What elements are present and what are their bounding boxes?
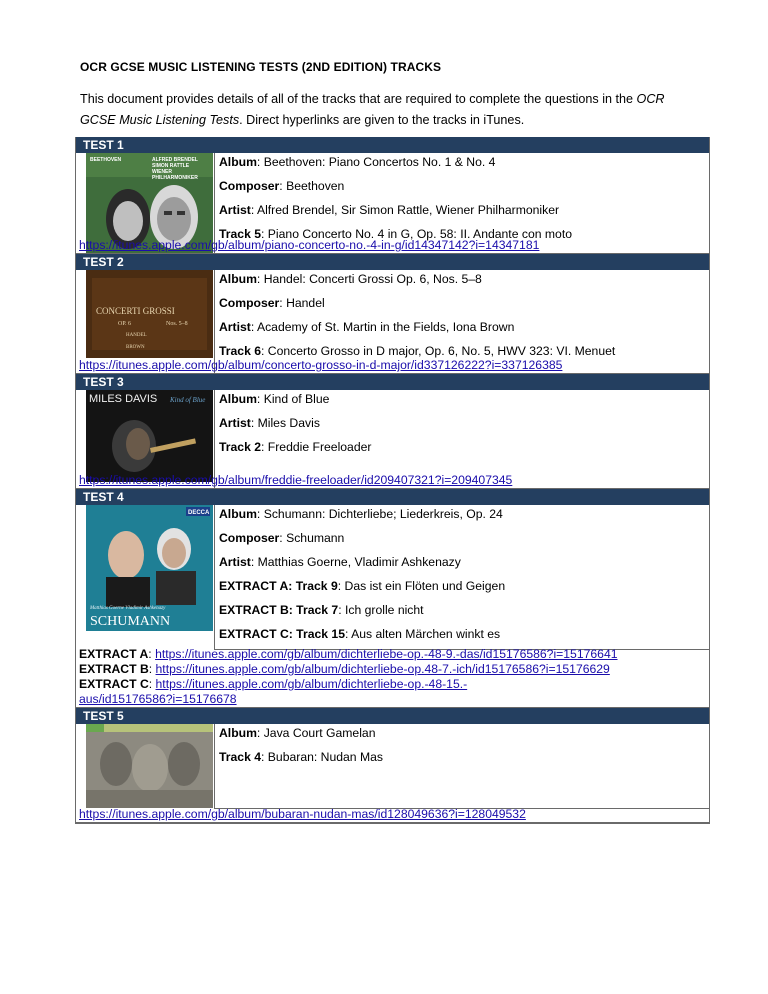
artist-line: Artist: Academy of St. Martin in the Fields, Iona Brown	[219, 320, 515, 334]
track-value: Bubaran: Nudan Mas	[267, 750, 383, 764]
track-line: Track 6: Concerto Grosso in D major, Op. 6, No. 5, HWV 323: VI. Menuet	[219, 344, 616, 358]
album-value: Schumann: Dichterliebe; Liederkreis, Op. 24	[263, 507, 503, 521]
album-value: Beethoven: Piano Concertos No. 1 & No. 4	[263, 155, 496, 169]
itunes-link[interactable]: https://itunes.apple.com/gb/album/freddie-freeloader/id209407321?i=209407345	[79, 473, 513, 487]
extract-b-line: EXTRACT B: Track 7: Ich grolle nicht	[219, 603, 424, 617]
album-value: Java Court Gamelan	[263, 726, 376, 740]
itunes-link-extract-b[interactable]: https://itunes.apple.com/gb/album/dichterliebe-op.48-7.-ich/id15176586?i=15176629	[155, 662, 610, 676]
track-value: Freddie Freeloader	[267, 440, 372, 454]
album-cover-gamelan	[86, 724, 213, 808]
composer-value: Schumann	[286, 531, 345, 545]
cover-text: BEETHOVEN	[90, 157, 122, 163]
test-1-section	[76, 137, 709, 254]
document-title: OCR GCSE MUSIC LISTENING TESTS (2ND EDITION) TRACKS	[80, 60, 442, 74]
extract-c-line: EXTRACT C: Track 15: Aus alten Märchen winkt es	[219, 627, 501, 641]
intro-book-title: OCR GCSE Music Listening Tests	[80, 92, 665, 127]
track-line: Track 2: Freddie Freeloader	[219, 440, 372, 454]
track-value: Aus alten Märchen winkt es	[351, 627, 501, 641]
album-value: Kind of Blue	[263, 392, 330, 406]
composer-value: Beethoven	[286, 179, 345, 193]
artist-value: Academy of St. Martin in the Fields, Iona Brown	[256, 320, 515, 334]
album-cover-kind-of-blue	[86, 390, 213, 482]
cover-text: BROWN	[126, 345, 145, 350]
album-line: Album: Kind of Blue	[219, 392, 330, 406]
test-1-header: TEST 1	[76, 137, 709, 153]
test-3-header: TEST 3	[76, 374, 709, 390]
itunes-link[interactable]: https://itunes.apple.com/gb/album/piano-concerto-no.-4-in-g/id14347142?i=14347181	[79, 238, 540, 252]
test-2-header: TEST 2	[76, 254, 709, 270]
itunes-link[interactable]: https://itunes.apple.com/gb/album/concerto-grosso-in-d-major/id337126222?i=337126385	[79, 358, 563, 372]
test-5-links	[76, 807, 709, 822]
test-3-links	[76, 473, 709, 488]
artist-value: Miles Davis	[257, 416, 320, 430]
test-2-section	[76, 254, 709, 374]
track-line: Track 5: Piano Concerto No. 4 in G, Op. 58: II. Andante con moto	[219, 227, 572, 241]
test-2-links	[76, 358, 709, 373]
extract-a-line: EXTRACT A: Track 9: Das ist ein Flöten und Geigen	[219, 579, 506, 593]
composer-line: Composer: Beethoven	[219, 179, 345, 193]
artist-value: Alfred Brendel, Sir Simon Rattle, Wiener Philharmoniker	[256, 203, 560, 217]
cover-text: Nos. 5–8	[166, 321, 188, 327]
cover-text: Matthias Goerne Vladimir Ashkenazy	[90, 606, 166, 611]
track-value: Das ist ein Flöten und Geigen	[344, 579, 506, 593]
test-4-links: EXTRACT A: https://itunes.apple.com/gb/album/dichterliebe-op.-48-9.-das/id15176586?i=15176641 EXTRACT B: https://itunes.apple.com/gb/album/dichterliebe-op.48-7.-ich/id15176586?i=15176629 EXTRACT C: https://itunes.apple.com/gb/album/dichterliebe-op.-48-15.- aus/id15176586?i=15176678	[79, 647, 618, 706]
cover-text: CONCERTI GROSSI	[96, 306, 175, 316]
test-4-header: TEST 4	[76, 489, 709, 505]
album-cover-handel	[86, 270, 213, 358]
artist-value: Matthias Goerne, Vladimir Ashkenazy	[257, 555, 461, 569]
album-line: Album: Beethoven: Piano Concertos No. 1 & No. 4	[219, 155, 496, 169]
composer-line: Composer: Schumann	[219, 531, 345, 545]
itunes-link-extract-a[interactable]: https://itunes.apple.com/gb/album/dichterliebe-op.-48-9.-das/id15176586?i=15176641	[155, 647, 618, 661]
album-cover-schumann	[86, 505, 213, 631]
test-3-section	[76, 374, 709, 489]
test-1-links	[76, 238, 709, 253]
album-value: Handel: Concerti Grossi Op. 6, Nos. 5–8	[263, 272, 482, 286]
test-5-header: TEST 5	[76, 708, 709, 724]
intro-text-2: . Direct hyperlinks are given to the tracks in iTunes.	[239, 113, 525, 127]
itunes-link-extract-c-cont[interactable]: aus/id15176586?i=15176678	[79, 692, 237, 706]
cover-text: OP. 6	[118, 321, 132, 327]
track-value: Piano Concerto No. 4 in G, Op. 58: II. Andante con moto	[267, 227, 572, 241]
artist-line: Artist: Miles Davis	[219, 416, 320, 430]
cover-text: Kind of Blue	[170, 396, 206, 404]
artist-line: Artist: Matthias Goerne, Vladimir Ashkenazy	[219, 555, 461, 569]
cover-text: SCHUMANN	[90, 614, 171, 629]
cover-text: PHILHARMONIKER	[152, 175, 198, 181]
intro-text-1: This document provides details of all of the tracks that are required to complete the questions in the	[80, 92, 637, 106]
cover-text: MILES DAVIS	[89, 393, 158, 405]
cover-text: HANDEL	[126, 333, 147, 338]
intro-paragraph	[80, 89, 700, 131]
track-value: Concerto Grosso in D major, Op. 6, No. 5, HWV 323: VI. Menuet	[267, 344, 616, 358]
test-5-section	[76, 708, 709, 823]
album-line: Album: Schumann: Dichterliebe; Liederkreis, Op. 24	[219, 507, 503, 521]
cover-text: SIMON RATTLE	[152, 163, 190, 169]
track-value: Ich grolle nicht	[344, 603, 424, 617]
test-5-info	[214, 724, 709, 809]
itunes-link[interactable]: https://itunes.apple.com/gb/album/bubaran-nudan-mas/id128049636?i=128049532	[79, 807, 526, 821]
test-4-section	[76, 489, 709, 708]
album-line: Album: Java Court Gamelan	[219, 726, 376, 740]
test-4-info	[214, 505, 709, 650]
cover-text: ALFRED BRENDEL	[152, 157, 198, 163]
track-line: Track 4: Bubaran: Nudan Mas	[219, 750, 383, 764]
composer-value: Handel	[286, 296, 325, 310]
itunes-link-extract-c[interactable]: https://itunes.apple.com/gb/album/dichterliebe-op.-48-15.-	[155, 677, 468, 691]
cover-text: WIENER	[152, 169, 172, 175]
tracks-table	[75, 137, 710, 824]
artist-line: Artist: Alfred Brendel, Sir Simon Rattle, Wiener Philharmoniker	[219, 203, 560, 217]
composer-line: Composer: Handel	[219, 296, 325, 310]
cover-text: DECCA	[188, 510, 210, 516]
album-line: Album: Handel: Concerti Grossi Op. 6, Nos. 5–8	[219, 272, 482, 286]
